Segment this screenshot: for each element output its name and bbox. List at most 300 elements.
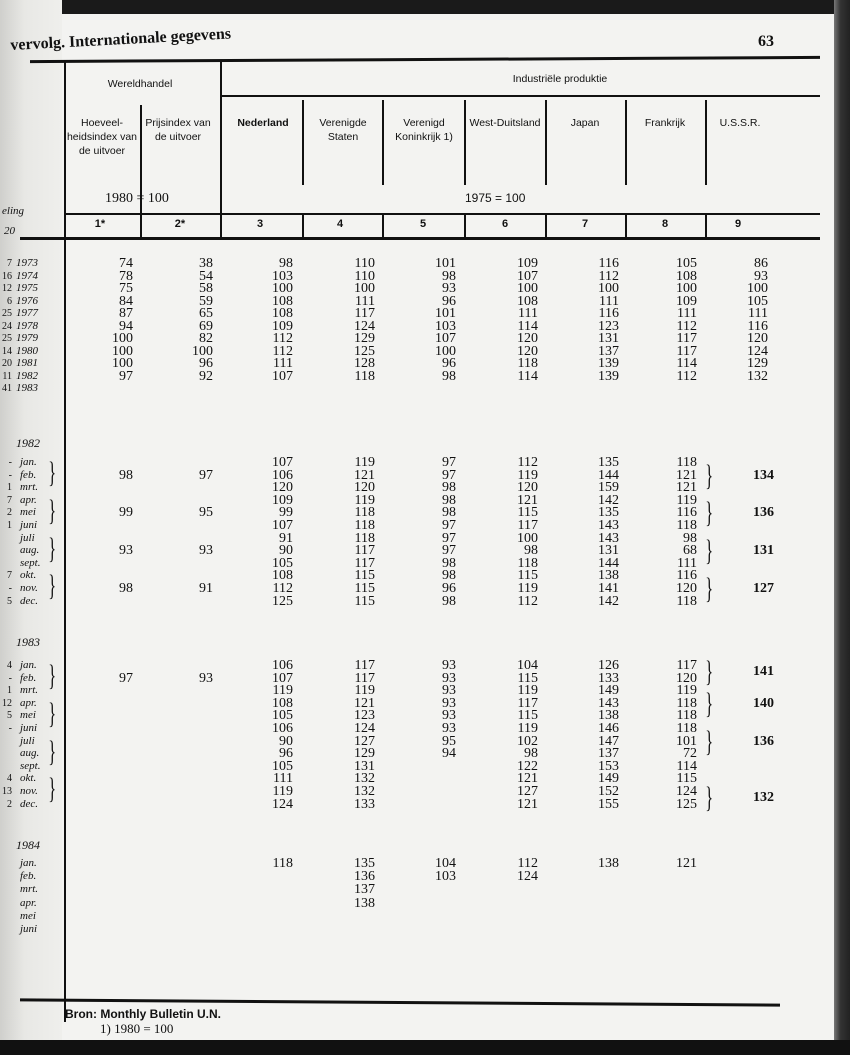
month-label: jan. <box>20 456 37 468</box>
table-cell: 118 <box>354 368 375 384</box>
table-cell: 126 <box>598 658 619 673</box>
quarterly-cell: 136 <box>753 733 774 749</box>
table-cell: 119 <box>517 581 538 596</box>
table-cell: 125 <box>676 796 697 812</box>
table-cell: 116 <box>747 318 768 334</box>
table-cell: 102 <box>517 733 538 749</box>
margin-number: 1 <box>7 520 12 531</box>
table-cell: 117 <box>676 331 697 346</box>
scan-border-bottom <box>0 1040 850 1055</box>
table-cell: 100 <box>112 331 133 346</box>
table-cell: 96 <box>442 293 456 309</box>
month-label: mei <box>20 709 36 722</box>
table-cell: 98 <box>524 746 538 762</box>
table-cell: 110 <box>354 256 375 271</box>
table-cell: 118 <box>676 695 697 711</box>
table-cell: 98 <box>442 593 456 609</box>
table-cell: 136 <box>354 869 375 885</box>
quarterly-cell: 98 <box>119 467 133 483</box>
month-label: juli <box>20 531 35 544</box>
table-cell: 125 <box>272 593 293 609</box>
table-cell: 100 <box>676 281 697 296</box>
table-cell: 100 <box>354 281 375 296</box>
table-cell: 117 <box>517 695 538 711</box>
quarter-brace-icon: } <box>48 772 57 806</box>
table-cell: 112 <box>598 268 619 284</box>
margin-number: 1 <box>7 482 12 494</box>
margin-number: 11 <box>2 370 12 382</box>
table-cell: 98 <box>279 256 293 271</box>
month-label: okt. <box>20 569 37 582</box>
table-cell: 123 <box>354 708 375 724</box>
table-cell: 120 <box>676 581 697 596</box>
column-divider <box>705 100 707 185</box>
table-cell: 115 <box>517 670 538 686</box>
table-cell: 149 <box>598 771 619 787</box>
quarter-brace-icon: } <box>705 655 714 689</box>
table-cell: 100 <box>517 281 538 296</box>
table-cell: 110 <box>354 268 375 284</box>
month-label: feb. <box>20 468 37 481</box>
table-cell: 100 <box>112 343 133 359</box>
table-cell: 121 <box>676 856 697 871</box>
table-cell: 123 <box>598 318 619 334</box>
table-cell: 94 <box>442 746 456 762</box>
table-cell: 38 <box>199 256 213 271</box>
table-cell: 108 <box>517 293 538 309</box>
table-cell: 93 <box>442 695 456 711</box>
column-header-west-duitsland: West-Duitsland <box>469 117 541 129</box>
margin-number: 1 <box>7 685 12 697</box>
table-cell: 149 <box>598 683 619 699</box>
month-label: feb. <box>20 671 37 684</box>
month-label: nov. <box>20 785 38 797</box>
quarterly-cell: 97 <box>119 670 133 686</box>
margin-number: 24 <box>2 320 12 332</box>
margin-number: 5 <box>7 710 12 722</box>
table-cell: 141 <box>598 581 619 596</box>
table-cell: 117 <box>517 518 538 533</box>
table-cell: 132 <box>354 784 375 799</box>
table-cell: 105 <box>272 758 293 774</box>
quarterly-cell: 91 <box>199 581 213 596</box>
table-cell: 98 <box>524 543 538 559</box>
column-divider <box>545 100 547 185</box>
month-label: dec. <box>20 797 39 810</box>
table-cell: 116 <box>598 256 619 271</box>
column-divider <box>302 100 304 185</box>
year-label: 1980 <box>16 344 38 357</box>
table-cell: 96 <box>199 356 213 371</box>
table-cell: 109 <box>272 492 293 508</box>
table-cell: 120 <box>354 480 375 496</box>
table-cell: 97 <box>442 467 456 483</box>
table-cell: 108 <box>676 268 697 284</box>
quarterly-cell: 127 <box>753 581 774 596</box>
margin-number: - <box>8 469 12 481</box>
table-cell: 97 <box>442 543 456 559</box>
table-cell: 120 <box>676 670 697 686</box>
table-cell: 117 <box>676 343 697 359</box>
table-cell: 129 <box>747 356 768 371</box>
table-cell: 121 <box>354 695 375 711</box>
table-cell: 124 <box>747 343 768 359</box>
table-cell: 116 <box>598 306 619 321</box>
table-cell: 65 <box>199 306 213 321</box>
table-cell: 153 <box>598 758 619 774</box>
table-cell: 147 <box>598 733 619 749</box>
month-label: dec. <box>20 594 39 607</box>
column-number: 2* <box>174 218 186 230</box>
quarter-brace-icon: } <box>705 534 714 568</box>
quarter-brace-icon: } <box>48 734 57 768</box>
table-cell: 114 <box>517 368 538 384</box>
margin-number: 4 <box>7 773 12 785</box>
table-cell: 98 <box>442 492 456 508</box>
month-label: mrt. <box>20 684 39 697</box>
table-cell: 93 <box>442 708 456 724</box>
month-label: juni <box>20 923 38 935</box>
quarterly-cell: 95 <box>199 505 213 521</box>
table-cell: 108 <box>272 293 293 309</box>
table-cell: 121 <box>676 467 697 483</box>
year-label: 1973 <box>16 257 38 269</box>
column-header-nederland: Nederland <box>237 117 289 129</box>
table-cell: 118 <box>676 721 697 736</box>
column-number: 4 <box>336 218 344 230</box>
quarterly-cell: 140 <box>753 695 774 711</box>
table-cell: 112 <box>517 455 538 470</box>
table-cell: 108 <box>272 568 293 584</box>
table-cell: 59 <box>199 293 213 309</box>
table-cell: 155 <box>598 796 619 812</box>
group-header-production: Industriële produktie <box>512 73 608 85</box>
table-cell: 133 <box>598 670 619 686</box>
table-cell: 100 <box>435 343 456 359</box>
table-cell: 138 <box>598 708 619 724</box>
quarter-brace-icon: } <box>48 696 57 730</box>
table-cell: 109 <box>517 256 538 271</box>
table-cell: 144 <box>598 467 619 483</box>
table-cell: 143 <box>598 695 619 711</box>
table-cell: 132 <box>747 368 768 384</box>
margin-number: 4 <box>7 660 12 671</box>
table-cell: 138 <box>354 895 375 911</box>
table-cell: 124 <box>272 796 293 812</box>
column-number: 3 <box>256 218 264 230</box>
quarter-brace-icon: } <box>705 572 714 605</box>
year-label: 1984 <box>16 838 40 852</box>
year-label: 1982 <box>16 436 40 450</box>
table-cell: 117 <box>354 306 375 321</box>
table-cell: 129 <box>354 331 375 346</box>
table-cell: 112 <box>517 593 538 609</box>
table-cell: 58 <box>199 281 213 296</box>
month-label: jan. <box>20 659 37 671</box>
column-divider <box>464 100 466 185</box>
table-cell: 114 <box>517 318 538 334</box>
table-cell: 93 <box>442 721 456 736</box>
scan-border-top <box>0 0 850 14</box>
table-cell: 107 <box>435 331 456 346</box>
quarterly-cell: 93 <box>119 543 133 559</box>
table-cell: 152 <box>598 784 619 799</box>
table-cell: 101 <box>435 306 456 321</box>
table-cell: 107 <box>272 518 293 533</box>
table-cell: 135 <box>598 455 619 470</box>
quarter-brace-icon: } <box>48 456 57 489</box>
table-cell: 143 <box>598 518 619 533</box>
table-cell: 95 <box>442 733 456 749</box>
table-cell: 117 <box>354 555 375 571</box>
table-cell: 101 <box>676 733 697 749</box>
month-label: apr. <box>20 696 37 709</box>
quarterly-cell: 131 <box>753 543 774 559</box>
table-cell: 90 <box>279 733 293 749</box>
table-cell: 119 <box>354 492 375 508</box>
quarterly-cell: 141 <box>753 664 774 680</box>
table-cell: 118 <box>676 708 697 724</box>
table-cell: 87 <box>119 306 133 321</box>
table-cell: 112 <box>676 318 697 334</box>
margin-number: - <box>8 672 12 684</box>
column-number: 9 <box>734 218 742 230</box>
table-cell: 137 <box>598 746 619 762</box>
table-cell: 103 <box>272 268 293 284</box>
table-cell: 54 <box>199 268 213 284</box>
table-cell: 104 <box>435 856 456 871</box>
table-cell: 137 <box>354 882 375 898</box>
table-cell: 137 <box>598 343 619 359</box>
margin-number: 2 <box>7 507 12 519</box>
column-header-export-volume: Hoeveel-heidsindex van de uitvoer <box>66 117 138 157</box>
table-cell: 120 <box>517 331 538 346</box>
quarterly-cell: 99 <box>119 505 133 521</box>
column-number: 7 <box>581 218 589 230</box>
table-cell: 131 <box>598 331 619 346</box>
quarterly-cell: 134 <box>753 467 774 483</box>
column-divider <box>382 100 384 185</box>
table-cell: 112 <box>676 368 697 384</box>
margin-number: 16 <box>2 270 12 282</box>
table-cell: 92 <box>199 368 213 384</box>
table-cell: 105 <box>272 555 293 571</box>
table-cell: 96 <box>279 746 293 762</box>
table-cell: 98 <box>442 480 456 496</box>
column-divider <box>382 215 384 237</box>
table-cell: 133 <box>354 796 375 812</box>
table-cell: 119 <box>517 467 538 483</box>
table-cell: 93 <box>442 670 456 686</box>
month-label: mrt. <box>20 883 39 896</box>
column-divider <box>464 215 466 237</box>
table-cell: 112 <box>517 856 538 871</box>
quarterly-cell: 136 <box>753 505 774 521</box>
table-cell: 144 <box>598 555 619 571</box>
base-year-trade: 1980 = 100 <box>105 191 169 206</box>
year-label: 1975 <box>16 282 38 294</box>
table-cell: 122 <box>517 758 538 774</box>
table-cell: 118 <box>354 518 375 533</box>
table-cell: 116 <box>676 568 697 584</box>
table-cell: 104 <box>517 658 538 673</box>
column-header-frankrijk: Frankrijk <box>644 117 686 129</box>
quarter-brace-icon: } <box>48 493 57 527</box>
table-cell: 78 <box>119 268 133 284</box>
column-divider <box>545 215 547 237</box>
column-number: 6 <box>501 218 509 230</box>
table-cell: 111 <box>677 306 697 321</box>
margin-number: 25 <box>2 308 12 319</box>
table-cell: 132 <box>354 771 375 787</box>
quarter-brace-icon: } <box>705 781 714 815</box>
table-cell: 75 <box>119 281 133 296</box>
margin-number: 6 <box>7 295 12 307</box>
table-cell: 138 <box>598 856 619 871</box>
table-cell: 129 <box>354 746 375 762</box>
table-cell: 119 <box>272 683 293 699</box>
column-divider <box>705 215 707 237</box>
column-number: 8 <box>661 218 669 230</box>
table-cell: 98 <box>442 568 456 584</box>
table-cell: 121 <box>517 492 538 508</box>
margin-number: 12 <box>2 697 12 709</box>
table-cell: 105 <box>747 293 768 309</box>
table-cell: 98 <box>442 555 456 571</box>
table-cell: 139 <box>598 368 619 384</box>
table-cell: 127 <box>354 733 375 749</box>
margin-fragment: 20 <box>4 225 15 237</box>
table-cell: 100 <box>517 530 538 546</box>
table-cell: 93 <box>754 268 768 284</box>
table-cell: 74 <box>119 256 133 271</box>
table-cell: 125 <box>354 343 375 359</box>
table-cell: 119 <box>517 683 538 699</box>
table-cell: 97 <box>442 530 456 546</box>
table-cell: 119 <box>676 492 697 508</box>
margin-number: 41 <box>2 383 12 394</box>
margin-number: - <box>8 457 12 468</box>
quarter-brace-icon: } <box>705 458 714 492</box>
table-cell: 119 <box>517 721 538 736</box>
table-cell: 91 <box>279 530 293 546</box>
table-cell: 105 <box>676 256 697 271</box>
margin-number: 2 <box>7 798 12 810</box>
month-label: sept. <box>20 556 41 569</box>
table-cell: 108 <box>272 695 293 711</box>
table-cell: 106 <box>272 467 293 483</box>
table-cell: 131 <box>598 543 619 559</box>
column-header-japan: Japan <box>570 117 600 129</box>
year-label: 1981 <box>16 357 38 369</box>
table-cell: 118 <box>676 593 697 609</box>
month-label: mrt. <box>20 481 39 494</box>
table-cell: 106 <box>272 658 293 673</box>
table-cell: 96 <box>442 581 456 596</box>
margin-number: - <box>8 723 12 734</box>
margin-number: 5 <box>7 595 12 607</box>
table-cell: 115 <box>354 568 375 584</box>
table-cell: 135 <box>354 856 375 871</box>
table-cell: 108 <box>272 306 293 321</box>
table-cell: 112 <box>272 343 293 359</box>
table-cell: 109 <box>272 318 293 334</box>
table-cell: 138 <box>598 568 619 584</box>
margin-number: 7 <box>7 570 12 582</box>
table-cell: 115 <box>354 593 375 609</box>
quarterly-cell: 132 <box>753 790 774 806</box>
table-cell: 128 <box>354 356 375 371</box>
table-cell: 118 <box>517 356 538 371</box>
table-cell: 68 <box>683 543 697 559</box>
table-cell: 118 <box>272 856 293 871</box>
table-cell: 117 <box>354 543 375 559</box>
table-cell: 106 <box>272 721 293 736</box>
table-cell: 107 <box>272 670 293 686</box>
table-cell: 124 <box>354 721 375 736</box>
quarterly-cell: 98 <box>119 581 133 596</box>
table-cell: 107 <box>517 268 538 284</box>
table-cell: 90 <box>279 543 293 559</box>
year-label: 1976 <box>16 294 38 307</box>
year-label: 1978 <box>16 319 38 332</box>
footnote: 1) 1980 = 100 <box>100 1021 174 1036</box>
column-number: 1* <box>94 218 106 230</box>
table-cell: 121 <box>517 771 538 787</box>
column-header-verenigd-koninkrijk: Verenigd Koninkrijk 1) <box>395 117 453 143</box>
table-cell: 115 <box>517 708 538 724</box>
table-cell: 111 <box>518 306 538 321</box>
table-cell: 93 <box>442 658 456 673</box>
table-cell: 98 <box>442 505 456 521</box>
table-cell: 105 <box>272 708 293 724</box>
table-cell: 114 <box>676 356 697 371</box>
table-cell: 111 <box>599 293 619 309</box>
quarter-brace-icon: } <box>705 724 714 758</box>
table-cell: 120 <box>517 343 538 359</box>
table-cell: 94 <box>119 318 133 334</box>
column-header-verenigde-staten: Verenigde Staten <box>319 117 367 143</box>
table-cell: 117 <box>354 670 375 686</box>
quarter-brace-icon: } <box>48 569 57 603</box>
table-cell: 84 <box>119 293 133 309</box>
table-cell: 115 <box>354 581 375 596</box>
month-label: okt. <box>20 772 37 785</box>
month-label: feb. <box>20 870 37 883</box>
table-cell: 111 <box>748 306 768 321</box>
table-cell: 86 <box>754 256 768 271</box>
header-bottom-rule <box>20 237 820 240</box>
table-cell: 127 <box>517 784 538 799</box>
quarter-brace-icon: } <box>705 496 714 530</box>
column-divider <box>302 215 304 237</box>
table-cell: 118 <box>676 518 697 533</box>
year-label: 1979 <box>16 332 38 344</box>
subheader-rule <box>220 95 820 97</box>
margin-number: 13 <box>2 786 12 797</box>
table-cell: 111 <box>273 356 293 371</box>
table-cell: 121 <box>676 480 697 496</box>
margin-number: 25 <box>2 333 12 344</box>
year-label: 1983 <box>16 382 38 394</box>
month-label: sept. <box>20 759 41 772</box>
table-cell: 97 <box>119 368 133 384</box>
year-label: 1977 <box>16 307 38 319</box>
quarterly-cell: 93 <box>199 543 213 559</box>
table-cell: 69 <box>199 318 213 334</box>
table-cell: 124 <box>517 869 538 885</box>
table-cell: 146 <box>598 721 619 736</box>
